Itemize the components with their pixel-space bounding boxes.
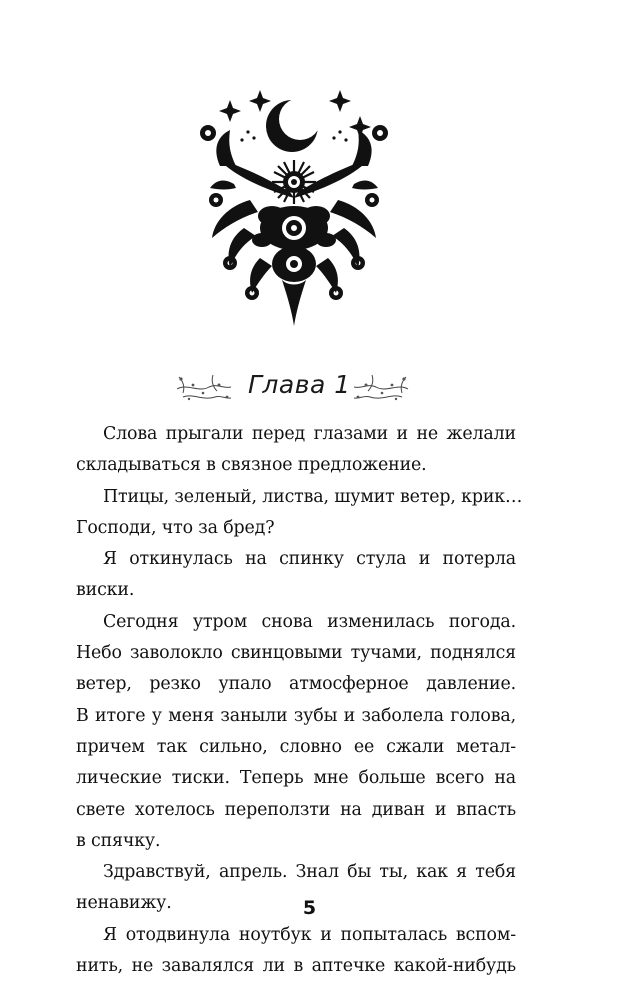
sun-icon [272,160,316,204]
text-line: складываться в связное предложение. [76,455,427,476]
floral-flourish-left [173,367,233,407]
text-line: Здравствуй, апрель. Знал бы ты, как я тебя [103,862,516,883]
chapter-title: Глава 1 [248,370,351,399]
text-line: Я откинулась на спинку стула и потерла [103,549,516,570]
text-line: Я отодвинула ноутбук и попыталась вспом- [103,924,516,945]
text-line: Слова прыгали перед глазами и не желали [103,424,516,444]
text-line: Птицы, зеленый, листва, шумит ветер, крик… [103,486,523,507]
text-line: лические тиски. Теперь мне больше всего на [76,768,516,789]
text-line: свете хотелось переползти на диван и впасть [76,799,516,820]
text-line: нить, не завалялся ли в аптечке какой-нибудь [76,956,516,977]
moon-floral-ornament [190,88,400,328]
text-line: В итоге у меня заныли зубы и заболела голова, [76,705,516,726]
text-line: виски. [76,580,135,601]
chapter-heading [0,363,619,413]
page-number: 5 [302,897,317,919]
text-line: Сегодня утром снова изменилась погода. [103,611,516,632]
crescent-moon-icon [266,98,321,152]
text-line: ветер, резко упало атмосферное давление. [76,674,516,695]
text-line: Небо заволокло свинцовыми тучами, поднялся [76,643,516,664]
text-line: причем так сильно, словно ее сжали метал- [76,736,516,757]
text-line: ненавижу. [76,893,172,914]
text-line: в спячку. [76,830,161,851]
text-line: Господи, что за бред? [76,517,275,538]
floral-flourish-right [352,367,412,407]
